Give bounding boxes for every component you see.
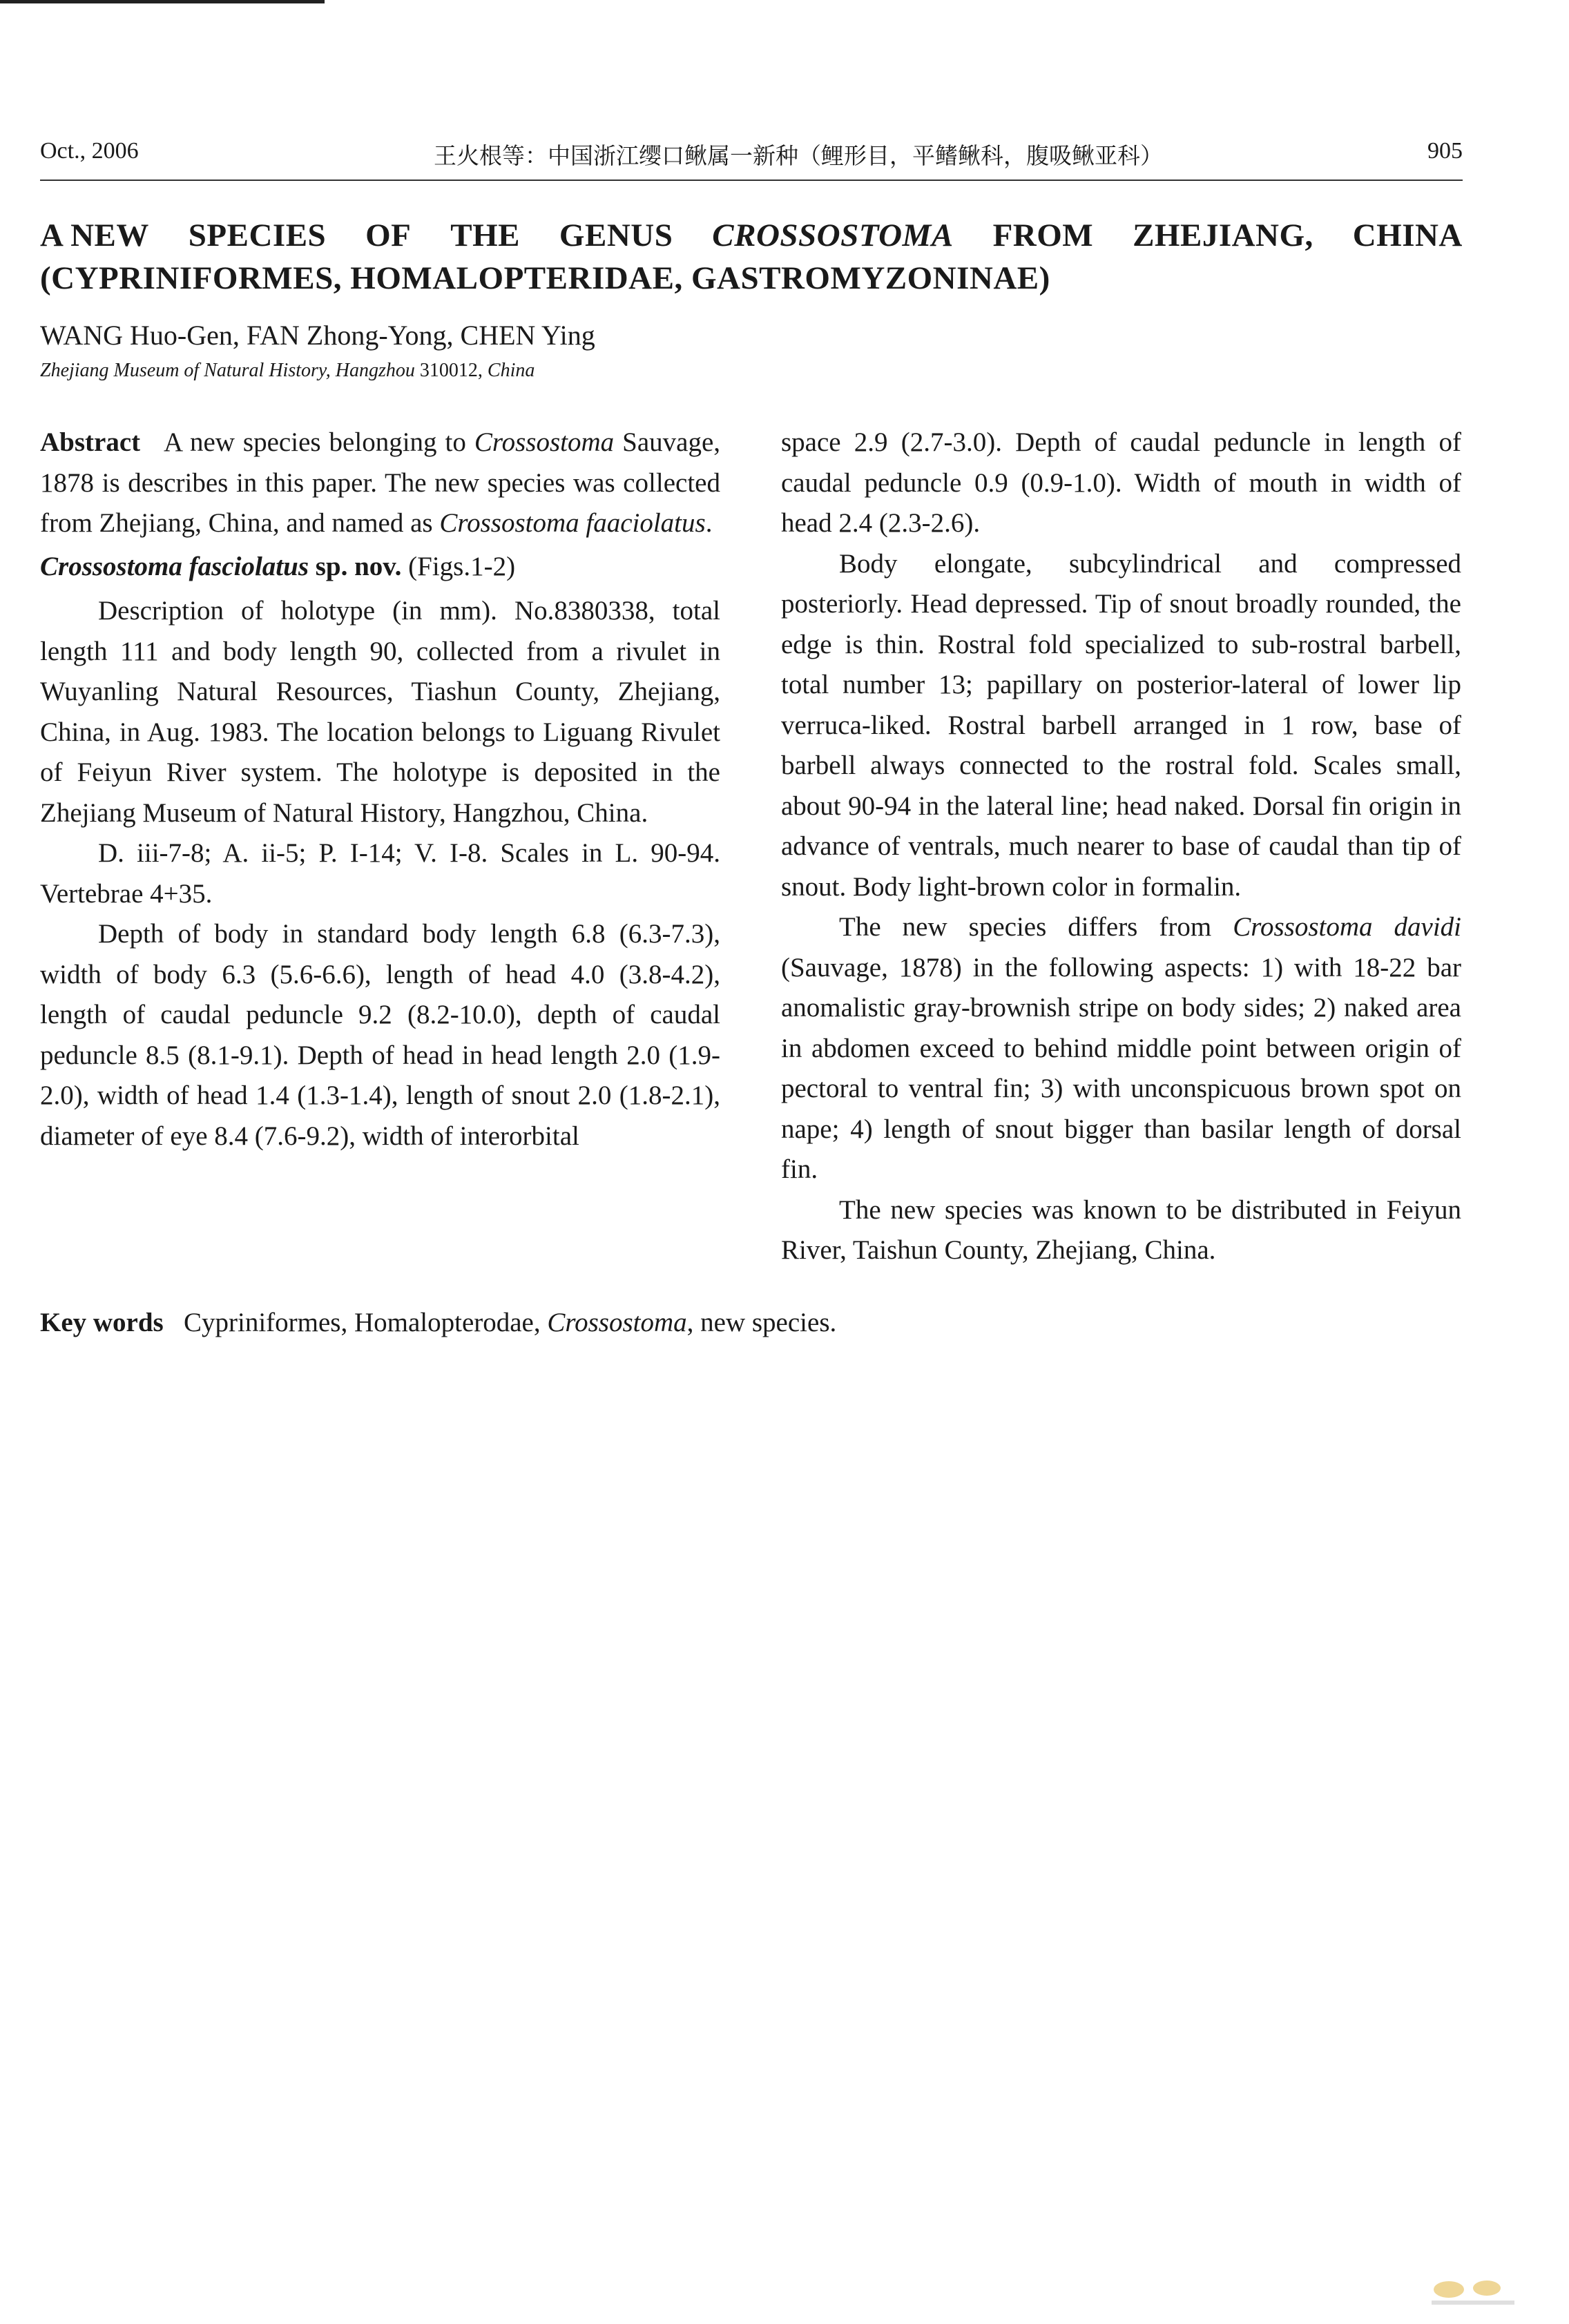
article-title (40, 214, 1463, 300)
keywords-text: , new species. (686, 1308, 837, 1337)
title-word: SPECIES (188, 217, 327, 253)
left-column (40, 423, 720, 1156)
header-date: Oct., 2006 (40, 138, 139, 164)
affiliation-postcode: 310012, (419, 360, 483, 381)
morphology-paragraph: Body elongate, subcylindrical and compressed posteriorly. Head depressed. Tip of snout broadly rounded, the edge is thin. Rostral fold specialized to sub-rostral barbell, total number 13; papillary on posterior-lateral of lower lip verruca-liked. Rostral barbell arranged in 1 row, base of barbell always connected to the rostral fold. Scales small, about 90-94 in the lateral line; head naked. Dorsal fin origin in advance of ventrals, much nearer to base of caudal than tip of snout. Body light-brown color in formalin. (781, 548, 1461, 902)
species-heading-name: Crossostoma fasciolatus (40, 551, 309, 581)
header-chinese-title: 王火根等：中国浙江缨口鳅属一新种（鲤形目，平鳍鳅科，腹吸鳅亚科） (434, 142, 1163, 169)
abstract (40, 423, 720, 544)
right-column (781, 423, 1461, 1271)
species-heading-suffix: sp. nov. (315, 551, 402, 581)
abstract-label: Abstract (40, 427, 141, 457)
diagnosis-text: (Sauvage, 1878) in the following aspects: 1) with 18-22 bar anomalistic gray-brownish stripe on body sides; 2) naked area in abdomen exceed to behind middle point between origin of pectoral to ventral fin; 3) with unconspicuous brown spot on nape; 4) length of snout bigger than basilar length of dorsal fin. (781, 952, 1461, 1184)
title-line-2: (CYPRINIFORMES, HOMALOPTERIDAE, GASTROMYZONINAE) (40, 260, 1050, 296)
abstract-end: . (705, 508, 713, 538)
holotype-paragraph: Description of holotype (in mm). No.8380338, total length 111 and body length 90, collected from a rivulet in Wuyanling Natural Resources, Tiashun County, Zhejiang, China, in Aug. 1983. The location belongs to Liguang Rivulet of Feiyun River system. The holotype is deposited in the Zhejiang Museum of Natural History, Hangzhou, China. (40, 596, 720, 828)
keywords-text: Cypriniformes, Homalopterodae, (184, 1308, 541, 1337)
affiliation-country: China (487, 360, 535, 381)
diagnosis-species: Crossostoma davidi (1233, 912, 1462, 942)
species-heading (40, 547, 720, 588)
title-word: GENUS (559, 217, 673, 253)
diagnosis-paragraph (781, 907, 1461, 1190)
keywords-genus: Crossostoma (547, 1308, 687, 1337)
measurements-paragraph: Depth of body in standard body length 6.8 (6.3-7.3), width of body 6.3 (5.6-6.6), length of head 4.0 (3.8-4.2), length of caudal peduncle 9.2 (8.2-10.0), depth of caudal peduncle 8.5 (8.1-9.1). Depth of head in head length 2.0 (1.9-2.0), width of head 1.4 (1.3-1.4), length of snout 2.0 (1.8-2.1), diameter of eye 8.4 (7.6-9.2), width of interorbital (40, 919, 720, 1151)
title-word: FROM (992, 217, 1094, 253)
measurements-continued: space 2.9 (2.7-3.0). Depth of caudal peduncle in length of caudal peduncle 0.9 (0.9-1.0). Width of mouth in width of head 2.4 (2.3-2.6). (781, 427, 1461, 538)
distribution-paragraph: The new species was known to be distributed in Feiyun River, Taishun County, Zhejiang, China. (781, 1194, 1461, 1265)
meristics-paragraph: D. iii-7-8; A. ii-5; P. I-14; V. I-8. Scales in L. 90-94. Vertebrae 4+35. (40, 838, 720, 909)
abstract-text: Sauvage, 1878 is describes in this paper. The new species was collected from Zhejiang, China, and named as (40, 427, 721, 538)
top-edge-rule (0, 0, 325, 3)
abstract-genus: Crossostoma (474, 427, 615, 457)
title-line-1 (40, 214, 1463, 257)
header-rule (40, 180, 1463, 181)
running-header (40, 138, 1463, 173)
affiliation (40, 360, 535, 382)
diagnosis-text: The new species differs from (839, 912, 1212, 942)
abstract-species-name: Crossostoma faaciolatus (439, 508, 706, 538)
title-genus: CROSSOSTOMA (712, 217, 954, 253)
keywords (40, 1307, 836, 1338)
title-word: ZHEJIANG, (1133, 217, 1313, 253)
authors: WANG Huo-Gen, FAN Zhong-Yong, CHEN Ying (40, 320, 595, 351)
title-word: OF (365, 217, 412, 253)
species-heading-figs: (Figs.1-2) (408, 551, 516, 581)
title-word: CHINA (1352, 217, 1463, 253)
title-word: THE (450, 217, 521, 253)
title-word: A NEW (40, 217, 149, 253)
watermark-logo-icon (1421, 2276, 1525, 2310)
page-number: 905 (1427, 138, 1463, 164)
abstract-text: A new species belonging to (163, 427, 466, 457)
keywords-label: Key words (40, 1308, 164, 1337)
affiliation-institution: Zhejiang Museum of Natural History, Hangzhou (40, 360, 415, 381)
